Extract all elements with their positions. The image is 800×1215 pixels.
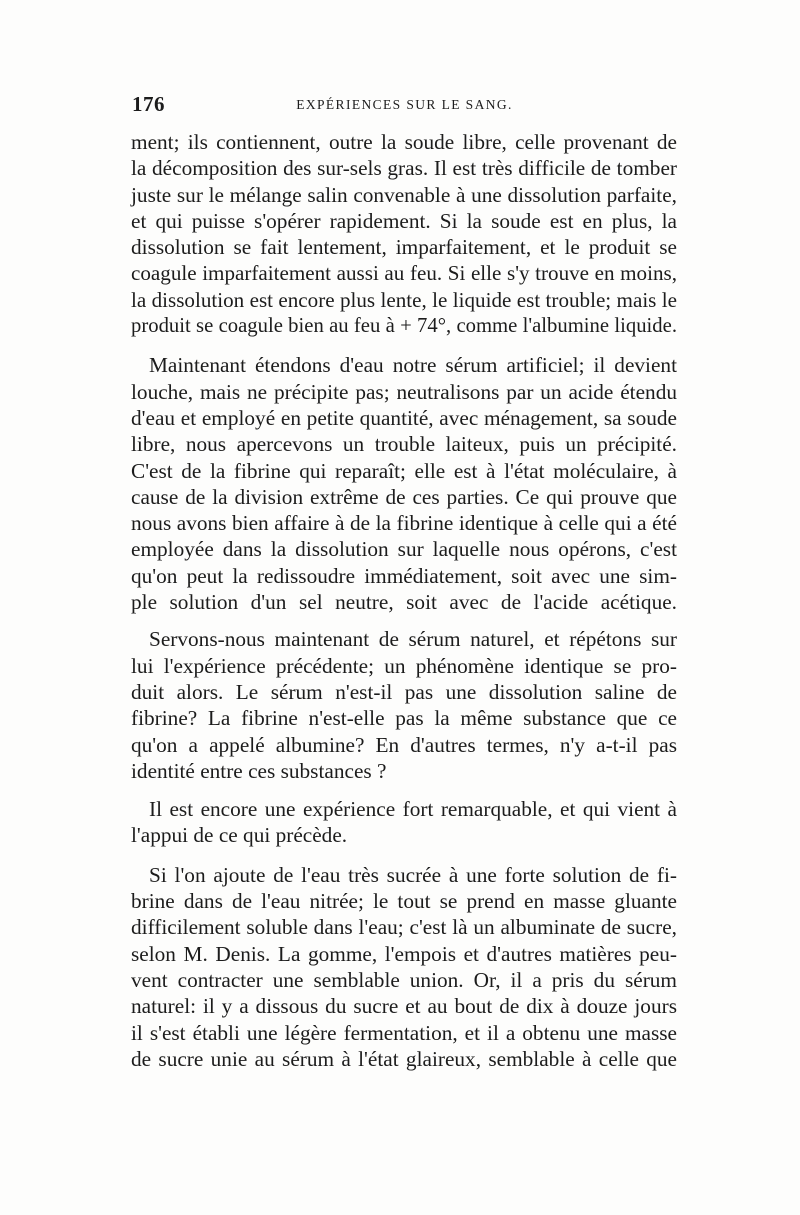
text-line: Il est encore une expérience fort remarquable, et qui vient à: [149, 797, 677, 822]
text-line: vent contracter une semblable union. Or, il a pris du sérum: [131, 967, 677, 992]
text-line: qu'on peut la redissoudre immédiatement, soit avec une sim-: [131, 563, 677, 588]
text-line: identité entre ces substances ?: [131, 758, 387, 783]
text-line: selon M. Denis. La gomme, l'empois et d'autres matières peu-: [131, 941, 677, 966]
text-line: produit se coagule bien au feu à + 74°, comme l'albumine liquide.: [131, 315, 677, 338]
text-line: coagule imparfaitement aussi au feu. Si elle s'y trouve en moins,: [131, 261, 677, 286]
text-line: cause de la division extrême de ces parties. Ce qui prouve que: [131, 484, 677, 509]
text-line: duit alors. Le sérum n'est-il pas une dissolution saline de: [131, 679, 677, 704]
text-line: lui l'expérience précédente; un phénomène identique se pro-: [131, 653, 677, 678]
page-number: 176: [132, 92, 165, 116]
text-line: qu'on a appelé albumine? En d'autres termes, n'y a-t-il pas: [131, 732, 677, 757]
text-line: fibrine? La fibrine n'est-elle pas la même substance que ce: [131, 706, 677, 731]
paragraph-2: [131, 352, 677, 615]
text-line: la dissolution est encore plus lente, le liquide est trouble; mais le: [131, 287, 677, 312]
text-line: Maintenant étendons d'eau notre sérum artificiel; il devient: [149, 353, 677, 378]
paragraph-3: [131, 626, 677, 784]
paragraph-4: [131, 796, 677, 849]
body-text: [131, 129, 677, 1072]
text-line: nous avons bien affaire à de la fibrine identique à celle qui a été: [131, 511, 677, 536]
text-line: et qui puisse s'opérer rapidement. Si la soude est en plus, la: [131, 208, 677, 233]
text-line: ment; ils contiennent, outre la soude libre, celle provenant de: [131, 130, 677, 154]
text-line: il s'est établi une légère fermentation, et il a obtenu une masse: [131, 1020, 677, 1045]
paragraph-5: [131, 862, 677, 1072]
text-line: employée dans la dissolution sur laquelle nous opérons, c'est: [131, 537, 677, 562]
text-line: libre, nous apercevons un trouble laiteux, puis un précipité.: [131, 432, 677, 457]
text-line: juste sur le mélange salin convenable à une dissolution parfaite,: [131, 182, 677, 207]
text-line: Si l'on ajoute de l'eau très sucrée à une forte solution de fi-: [149, 862, 677, 887]
text-line: la décomposition des sur-sels gras. Il est très difficile de tomber: [131, 156, 677, 181]
text-line: louche, mais ne précipite pas; neutralisons par un acide étendu: [131, 379, 677, 404]
text-line: l'appui de ce qui précède.: [131, 823, 348, 848]
text-line: dissolution se fait lentement, imparfaitement, et le produit se: [131, 235, 677, 260]
paragraph-1: [131, 129, 677, 339]
text-line: naturel: il y a dissous du sucre et au bout de dix à douze jours: [131, 994, 677, 1019]
text-line: brine dans de l'eau nitrée; le tout se prend en masse gluante: [131, 889, 677, 914]
running-title: EXPÉRIENCES SUR LE SANG.: [296, 97, 513, 112]
text-line: Servons-nous maintenant de sérum naturel, et répétons sur: [149, 627, 677, 652]
text-line: ple solution d'un sel neutre, soit avec de l'acide acétique.: [131, 590, 677, 615]
text-line: C'est de la fibrine qui reparaît; elle est à l'état moléculaire, à: [131, 458, 677, 483]
running-head: [132, 92, 677, 122]
text-line: difficilement soluble dans l'eau; c'est là un albuminate de sucre,: [131, 915, 677, 940]
text-line: de sucre unie au sérum à l'état glaireux, semblable à celle que: [131, 1046, 677, 1071]
text-line: d'eau et employé en petite quantité, avec ménagement, sa soude: [131, 405, 677, 430]
